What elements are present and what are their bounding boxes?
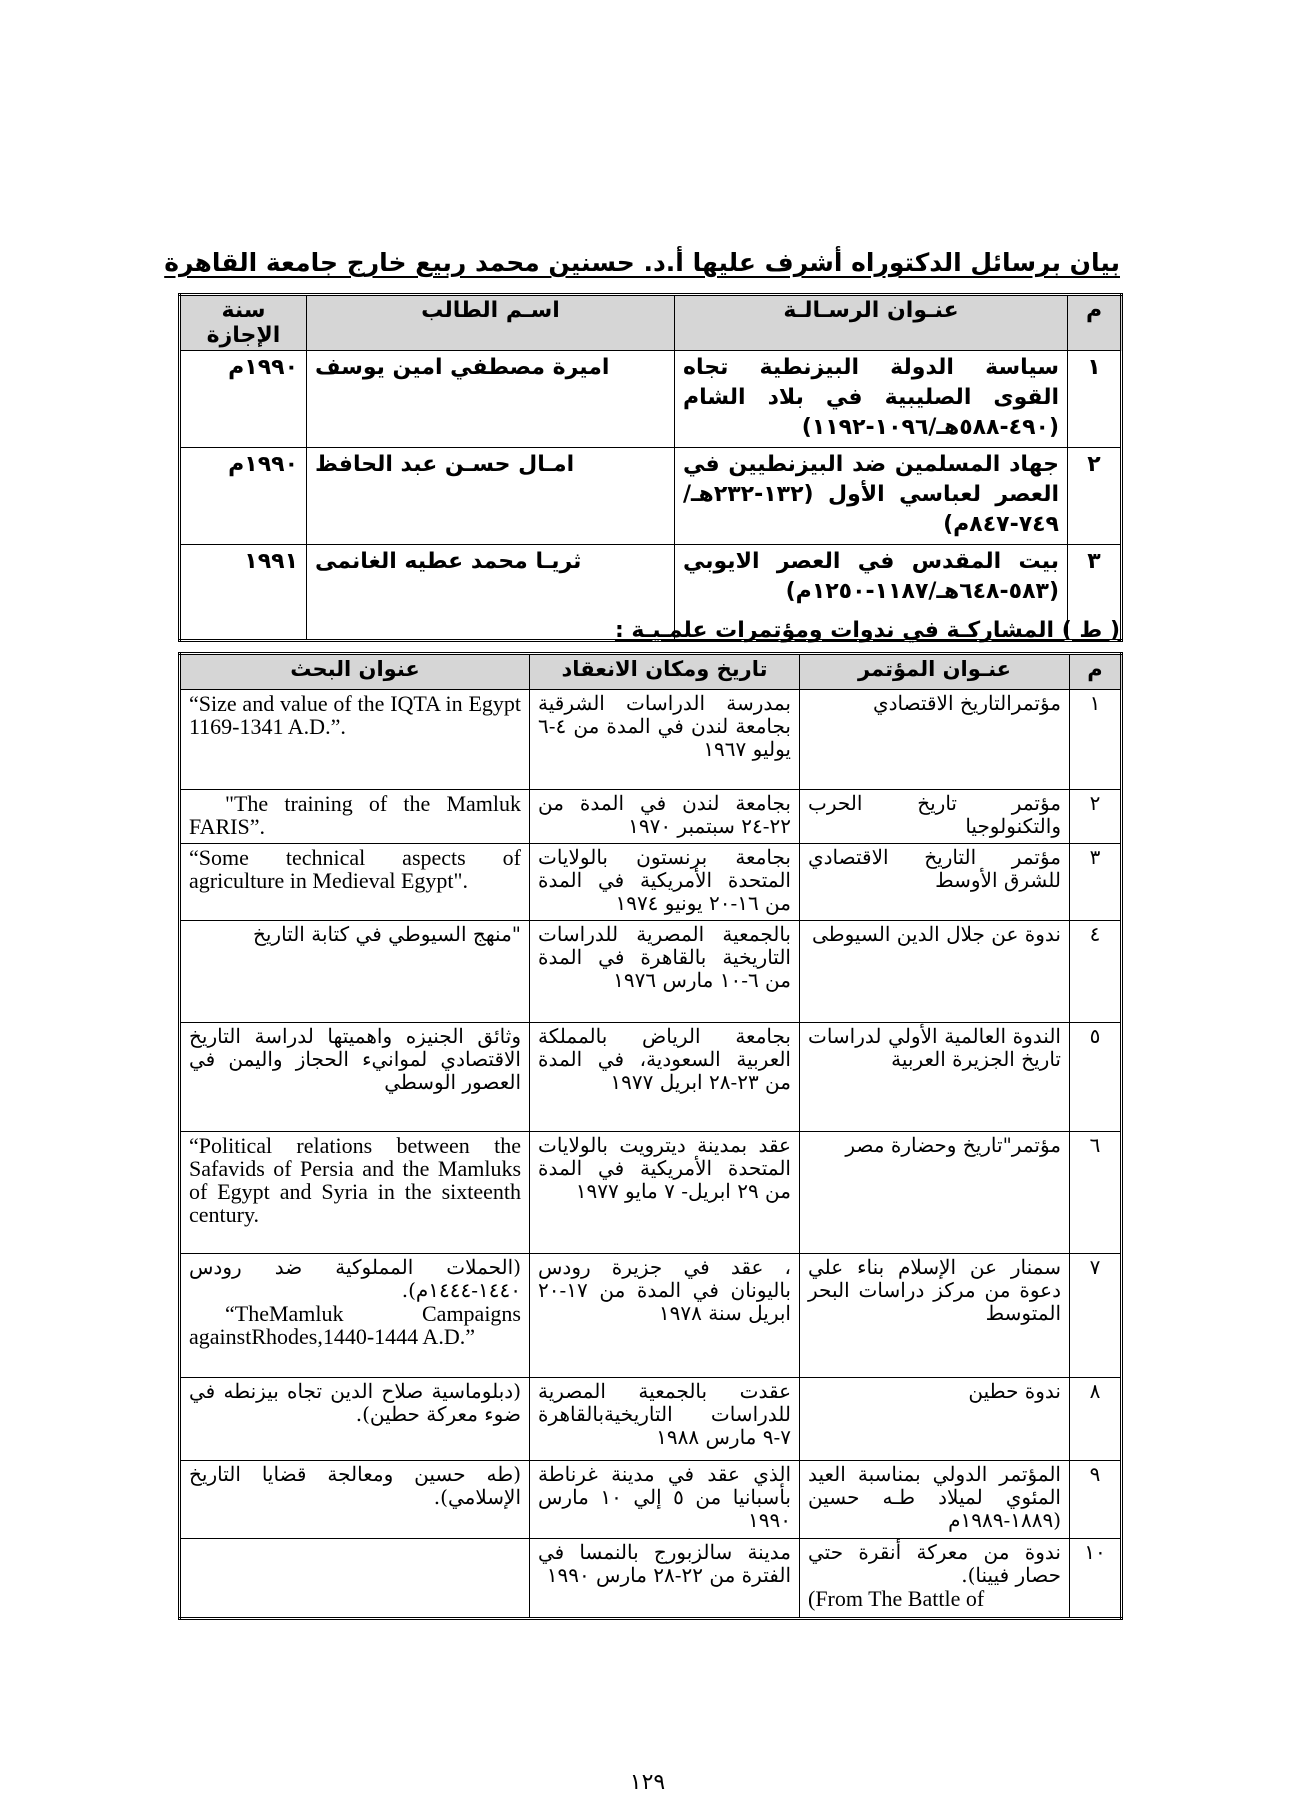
conference-title: ندوة حطين	[800, 1378, 1070, 1461]
conference-title-arabic: ندوة من معركة أنقرة حتي حصار فيينا).	[808, 1540, 1061, 1587]
conference-title: مؤتمر التاريخ الاقتصادي للشرق الأوسط	[800, 844, 1070, 921]
conference-title-english: (From The Battle of	[808, 1586, 985, 1611]
date-place: عقدت بالجمعية المصرية للدراسات التاريخيةبالقاهرة ٧-٩ مارس ١٩٨٨	[530, 1378, 800, 1461]
student-name: امـال حسـن عبد الحافظ	[307, 448, 675, 545]
table-row	[180, 921, 1122, 1023]
row-num: ٤	[1070, 921, 1122, 1023]
date-place: بجامعة الرياض بالمملكة العربية السعودية، في المدة من ٢٣-٢٨ ابريل ١٩٧٧	[530, 1023, 800, 1132]
thesis-year: ١٩٩٠م	[180, 351, 307, 448]
header-date-place: تاريخ ومكان الانعقاد	[530, 654, 800, 690]
table-row	[180, 448, 1122, 545]
table-row	[180, 844, 1122, 921]
table-row	[180, 1254, 1122, 1378]
theses-table	[178, 293, 1123, 642]
row-num: ٣	[1070, 844, 1122, 921]
paper-title-arabic: (الحملات المملوكية ضد رودس ١٤٤٠-١٤٤٤م).	[189, 1255, 521, 1302]
conference-title: سمنار عن الإسلام بناء علي دعوة من مركز دراسات البحر المتوسط	[800, 1254, 1070, 1378]
thesis-title: جهاد المسلمين ضد البيزنطيين في العصر لعباسي الأول (١٣٢-٢٣٢هـ/٧٤٩-٨٤٧م)	[675, 448, 1068, 545]
conferences-table	[178, 652, 1123, 1620]
paper-title: “Some technical aspects of agriculture in Medieval Egypt".	[180, 844, 530, 921]
row-num: ٨	[1070, 1378, 1122, 1461]
paper-title: “Political relations between the Safavids of Persia and the Mamluks of Egypt and Syria in the sixteenth century.	[180, 1132, 530, 1254]
row-num: ١	[1068, 351, 1122, 448]
table-row	[180, 1461, 1122, 1539]
conference-title: ندوة عن جلال الدين السيوطى	[800, 921, 1070, 1023]
date-place: بالجمعية المصرية للدراسات التاريخية بالقاهرة في المدة من ٦-١٠ مارس ١٩٧٦	[530, 921, 800, 1023]
row-num: ٣	[1068, 545, 1122, 641]
header-num: م	[1070, 654, 1122, 690]
row-num: ٢	[1070, 790, 1122, 844]
header-num: م	[1068, 295, 1122, 351]
row-num: ٦	[1070, 1132, 1122, 1254]
date-place: الذي عقد في مدينة غرناطة بأسبانيا من ٥ إلي ١٠ مارس ١٩٩٠	[530, 1461, 800, 1539]
row-num: ٧	[1070, 1254, 1122, 1378]
paper-title: (دبلوماسية صلاح الدين تجاه بيزنطه في ضوء معركة حطين).	[180, 1378, 530, 1461]
conference-title: مؤتمر تاريخ الحرب والتكنولوجيا	[800, 790, 1070, 844]
conference-title: الندوة العالمية الأولي لدراسات تاريخ الجزيرة العربية	[800, 1023, 1070, 1132]
table-row	[180, 690, 1122, 790]
paper-title-english: “TheMamluk Campaigns againstRhodes,1440-1444 A.D.”	[189, 1301, 521, 1349]
date-place: بجامعة لندن في المدة من ٢٢-٢٤ سبتمبر ١٩٧٠	[530, 790, 800, 844]
thesis-title: بيت المقدس في العصر الايوبي (٥٨٣-٦٤٨هـ/١١٨٧-١٢٥٠م)	[675, 545, 1068, 641]
student-name: اميرة مصطفي امين يوسف	[307, 351, 675, 448]
conference-title: مؤتمرالتاريخ الاقتصادي	[800, 690, 1070, 790]
header-conference: عنـوان المؤتمر	[800, 654, 1070, 690]
student-name: ثريـا محمد عطيه الغانمى	[307, 545, 675, 641]
thesis-year: ١٩٩٠م	[180, 448, 307, 545]
table-row	[180, 1023, 1122, 1132]
paper-title: “Size and value of the IQTA in Egypt 1169-1341 A.D.”.	[180, 690, 530, 790]
table-row	[180, 790, 1122, 844]
thesis-year: ١٩٩١	[180, 545, 307, 641]
table-row	[180, 351, 1122, 448]
table-row	[180, 1539, 1122, 1619]
page-number: ١٢٩	[629, 1770, 666, 1795]
paper-title: "منهج السيوطي في كتابة التاريخ	[180, 921, 530, 1023]
header-year: سنة الإجازة	[180, 295, 307, 351]
row-num: ٢	[1068, 448, 1122, 545]
table-row	[180, 1378, 1122, 1461]
date-place: مدينة سالزبورج بالنمسا في الفترة من ٢٢-٢٨ مارس ١٩٩٠	[530, 1539, 800, 1619]
header-thesis-title: عنـوان الرسـالـة	[675, 295, 1068, 351]
paper-title: وثائق الجنيزه واهميتها لدراسة التاريخ الاقتصادي لموانيء الحجاز واليمن في العصور الوسطي	[180, 1023, 530, 1132]
conferences-header-row	[180, 654, 1122, 690]
thesis-title: سياسة الدولة البيزنطية تجاه القوى الصليبية في بلاد الشام (٤٩٠-٥٨٨هـ/١٠٩٦-١١٩٢)	[675, 351, 1068, 448]
row-num: ١٠	[1070, 1539, 1122, 1619]
section-heading: ( ط ) المشاركـة في ندوات ومؤتمرات علمـيـة :	[614, 618, 1120, 643]
conference-title: مؤتمر"تاريخ وحضارة مصر	[800, 1132, 1070, 1254]
date-place: ، عقد في جزيرة رودس باليونان في المدة من ١٧-٢٠ ابريل سنة ١٩٧٨	[530, 1254, 800, 1378]
table-row	[180, 1132, 1122, 1254]
conference-title	[800, 1539, 1070, 1619]
theses-header-row	[180, 295, 1122, 351]
conference-title: المؤتمر الدولي بمناسبة العيد المئوي لميلاد طـه حسين (١٨٨٩-١٩٨٩م	[800, 1461, 1070, 1539]
paper-title	[180, 1254, 530, 1378]
paper-title: (طه حسين ومعالجة قضايا التاريخ الإسلامي).	[180, 1461, 530, 1539]
row-num: ٩	[1070, 1461, 1122, 1539]
header-paper: عنوان البحث	[180, 654, 530, 690]
date-place: بجامعة برنستون بالولايات المتحدة الأمريكية في المدة من ١٦-٢٠ يونيو ١٩٧٤	[530, 844, 800, 921]
paper-title: "The training of the Mamluk FARIS”.	[180, 790, 530, 844]
date-place: عقد بمدينة ديترويت بالولايات المتحدة الأمريكية في المدة من ٢٩ ابريل- ٧ مايو ١٩٧٧	[530, 1132, 800, 1254]
row-num: ١	[1070, 690, 1122, 790]
page-title: بيان برسائل الدكتوراه أشرف عليها أ.د. حسنين محمد ربيع خارج جامعة القاهرة	[164, 248, 1120, 277]
header-student: اسـم الطالب	[307, 295, 675, 351]
row-num: ٥	[1070, 1023, 1122, 1132]
paper-title	[180, 1539, 530, 1619]
date-place: بمدرسة الدراسات الشرقية بجامعة لندن في المدة من ٤-٦ يوليو ١٩٦٧	[530, 690, 800, 790]
